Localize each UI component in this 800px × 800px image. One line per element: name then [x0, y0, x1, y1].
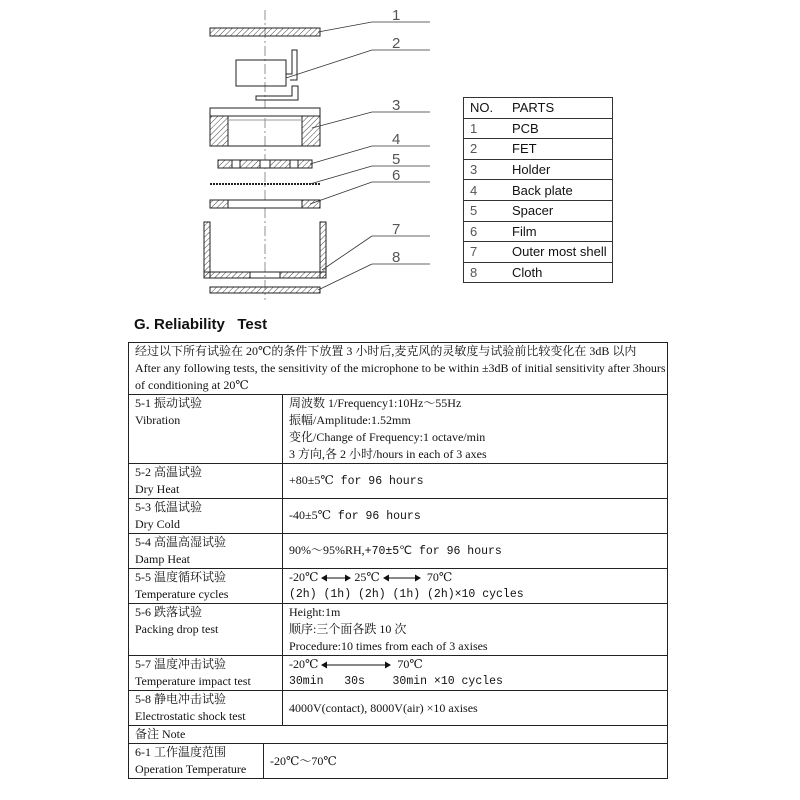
part-no: 1	[470, 120, 478, 136]
intro-cn: 经过以下所有试验在 20℃的条件下放置 3 小时后,麦克风的灵敏度与试验前比较变化在 3dB 以内	[135, 344, 637, 358]
test-name-en: Dry Cold	[135, 517, 180, 531]
condition-b: for 96 hours	[331, 510, 421, 523]
test-id-cn: 5-4 高温高湿试验	[135, 535, 226, 549]
parts-row	[464, 262, 612, 283]
parts-row	[464, 118, 612, 139]
intro-row	[129, 343, 668, 395]
pcb-part	[210, 28, 320, 36]
test-name-cell	[129, 604, 283, 656]
part-no: 3	[470, 162, 478, 178]
temperature-sequence	[289, 569, 667, 586]
test-condition-cell	[283, 656, 668, 691]
cloth-part	[210, 287, 320, 293]
test-name-en: Electrostatic shock test	[135, 709, 246, 723]
reliability-table	[128, 342, 668, 779]
test-condition-cell	[283, 569, 668, 604]
test-name-cell	[129, 499, 283, 534]
exploded-parts-diagram	[0, 0, 800, 310]
callout-2: 2	[392, 35, 401, 52]
part-name: Film	[512, 223, 537, 239]
test-id-cn: 6-1 工作温度范围	[135, 745, 226, 759]
test-name-en: Damp Heat	[135, 552, 190, 566]
test-name-en: Temperature impact test	[135, 674, 251, 688]
callout-6: 6	[392, 167, 401, 184]
fet-part	[236, 50, 298, 100]
test-condition-cell: 4000V(contact), 8000V(air) ×10 axises	[283, 691, 668, 726]
test-id-cn: 5-7 温度冲击试验	[135, 657, 226, 671]
part-name: FET	[512, 141, 537, 157]
table-row	[129, 534, 668, 569]
test-name-cell	[129, 395, 283, 464]
test-name-en: Vibration	[135, 413, 181, 427]
callout-4: 4	[392, 131, 401, 148]
test-name-en: Packing drop test	[135, 622, 219, 636]
test-name-cell	[129, 534, 283, 569]
part-name: Back plate	[512, 182, 573, 198]
temperature-sequence	[289, 656, 667, 673]
table-row	[129, 499, 668, 534]
double-arrow-icon	[321, 573, 351, 583]
parts-header-row	[464, 98, 612, 118]
table-row	[129, 656, 668, 691]
test-name-cell	[129, 744, 264, 778]
test-condition-cell	[283, 604, 668, 656]
part-name: Cloth	[512, 265, 543, 281]
test-name-cell	[129, 464, 283, 499]
test-condition-cell	[283, 464, 668, 499]
condition-line: 变化/Change of Frequency:1 octave/min	[289, 430, 486, 444]
part-name: PCB	[512, 120, 539, 136]
condition-line: Height:1m	[289, 605, 341, 619]
temp-end: 70℃	[397, 657, 423, 671]
test-name-en: Temperature cycles	[135, 587, 229, 601]
part-name: Outer most shell	[512, 244, 607, 260]
cycle-durations: 30min 30s 30min ×10 cycles	[289, 675, 503, 688]
test-condition-cell: -20℃～70℃	[270, 753, 337, 768]
callout-8: 8	[392, 249, 401, 266]
condition-line: 顺序:三个面各跌 10 次	[289, 622, 407, 636]
test-name-cell	[129, 691, 283, 726]
temp-start: -20℃	[289, 657, 319, 671]
temp-mid: 25℃	[354, 570, 380, 584]
test-name-en: Operation Temperature	[135, 762, 247, 776]
test-name-en: Dry Heat	[135, 482, 180, 496]
condition-a: +80±5℃	[289, 473, 334, 487]
part-no: 7	[470, 244, 478, 260]
leader-lines	[286, 22, 430, 290]
part-no: 8	[470, 265, 478, 281]
test-id-cn: 5-5 温度循环试验	[135, 570, 226, 584]
double-arrow-icon	[321, 660, 391, 670]
test-name-cell	[129, 656, 283, 691]
condition-line: Procedure:10 times from each of 3 axises	[289, 639, 488, 653]
film-part	[210, 200, 320, 208]
temp-end: 70℃	[426, 570, 453, 584]
note-cell: 备注 Note	[129, 726, 668, 744]
table-row	[129, 744, 668, 779]
intro-en: After any following tests, the sensitivity of the microphone to be within ±3dB of initial sensitivity after 3hours of conditioning at 20℃	[135, 361, 666, 392]
part-name: Spacer	[512, 203, 554, 219]
parts-row	[464, 200, 612, 221]
double-arrow-icon	[383, 573, 421, 583]
parts-row	[464, 241, 612, 262]
test-condition-cell	[283, 534, 668, 569]
parts-header-parts: PARTS	[512, 100, 555, 116]
parts-row	[464, 159, 612, 180]
part-no: 4	[470, 182, 478, 198]
part-no: 2	[470, 141, 478, 157]
condition-b: for 96 hours	[333, 475, 424, 488]
table-row	[129, 691, 668, 726]
test-name-cell	[129, 569, 283, 604]
callout-5: 5	[392, 151, 401, 168]
parts-row	[464, 179, 612, 200]
parts-row	[464, 221, 612, 242]
test-id-cn: 5-8 静电冲击试验	[135, 692, 226, 706]
table-row	[129, 569, 668, 604]
condition-a: -40±5℃	[289, 508, 332, 522]
test-id-cn: 5-3 低温试验	[135, 500, 202, 514]
condition-line: 3 方向,各 2 小时/hours in each of 3 axes	[289, 447, 487, 461]
table-row	[129, 604, 668, 656]
condition-line: 振幅/Amplitude:1.52mm	[289, 413, 411, 427]
section-heading: G. Reliability Test	[134, 316, 268, 333]
part-no: 5	[470, 203, 478, 219]
callout-1: 1	[392, 7, 401, 24]
op-temp-table	[129, 744, 667, 778]
part-name: Holder	[512, 162, 551, 178]
test-condition-cell	[283, 395, 668, 464]
test-condition-cell	[283, 499, 668, 534]
parts-header-no: NO.	[470, 100, 494, 116]
table-row	[129, 464, 668, 499]
callout-3: 3	[392, 97, 401, 114]
test-id-cn: 5-2 高温试验	[135, 465, 202, 479]
back-plate-part	[218, 160, 312, 168]
test-id-cn: 5-1 振动试验	[135, 396, 202, 410]
table-row	[129, 395, 668, 464]
note-row	[129, 726, 668, 744]
temp-start: -20℃	[289, 570, 319, 584]
intro-cell	[129, 343, 668, 395]
condition-b: +70±5℃ for 96 hours	[364, 545, 502, 558]
parts-row	[464, 138, 612, 159]
condition-a: 90%～95%RH,	[289, 543, 365, 557]
op-temp-cell	[129, 744, 668, 779]
part-no: 6	[470, 223, 478, 239]
test-id-cn: 5-6 跌落试验	[135, 605, 202, 619]
callout-numbers	[392, 7, 400, 266]
parts-table	[463, 97, 613, 283]
cycle-durations: (2h) (1h) (2h) (1h) (2h)×10 cycles	[289, 588, 524, 601]
condition-line: 周波数 1/Frequency1:10Hz～55Hz	[289, 396, 462, 410]
callout-7: 7	[392, 221, 401, 238]
